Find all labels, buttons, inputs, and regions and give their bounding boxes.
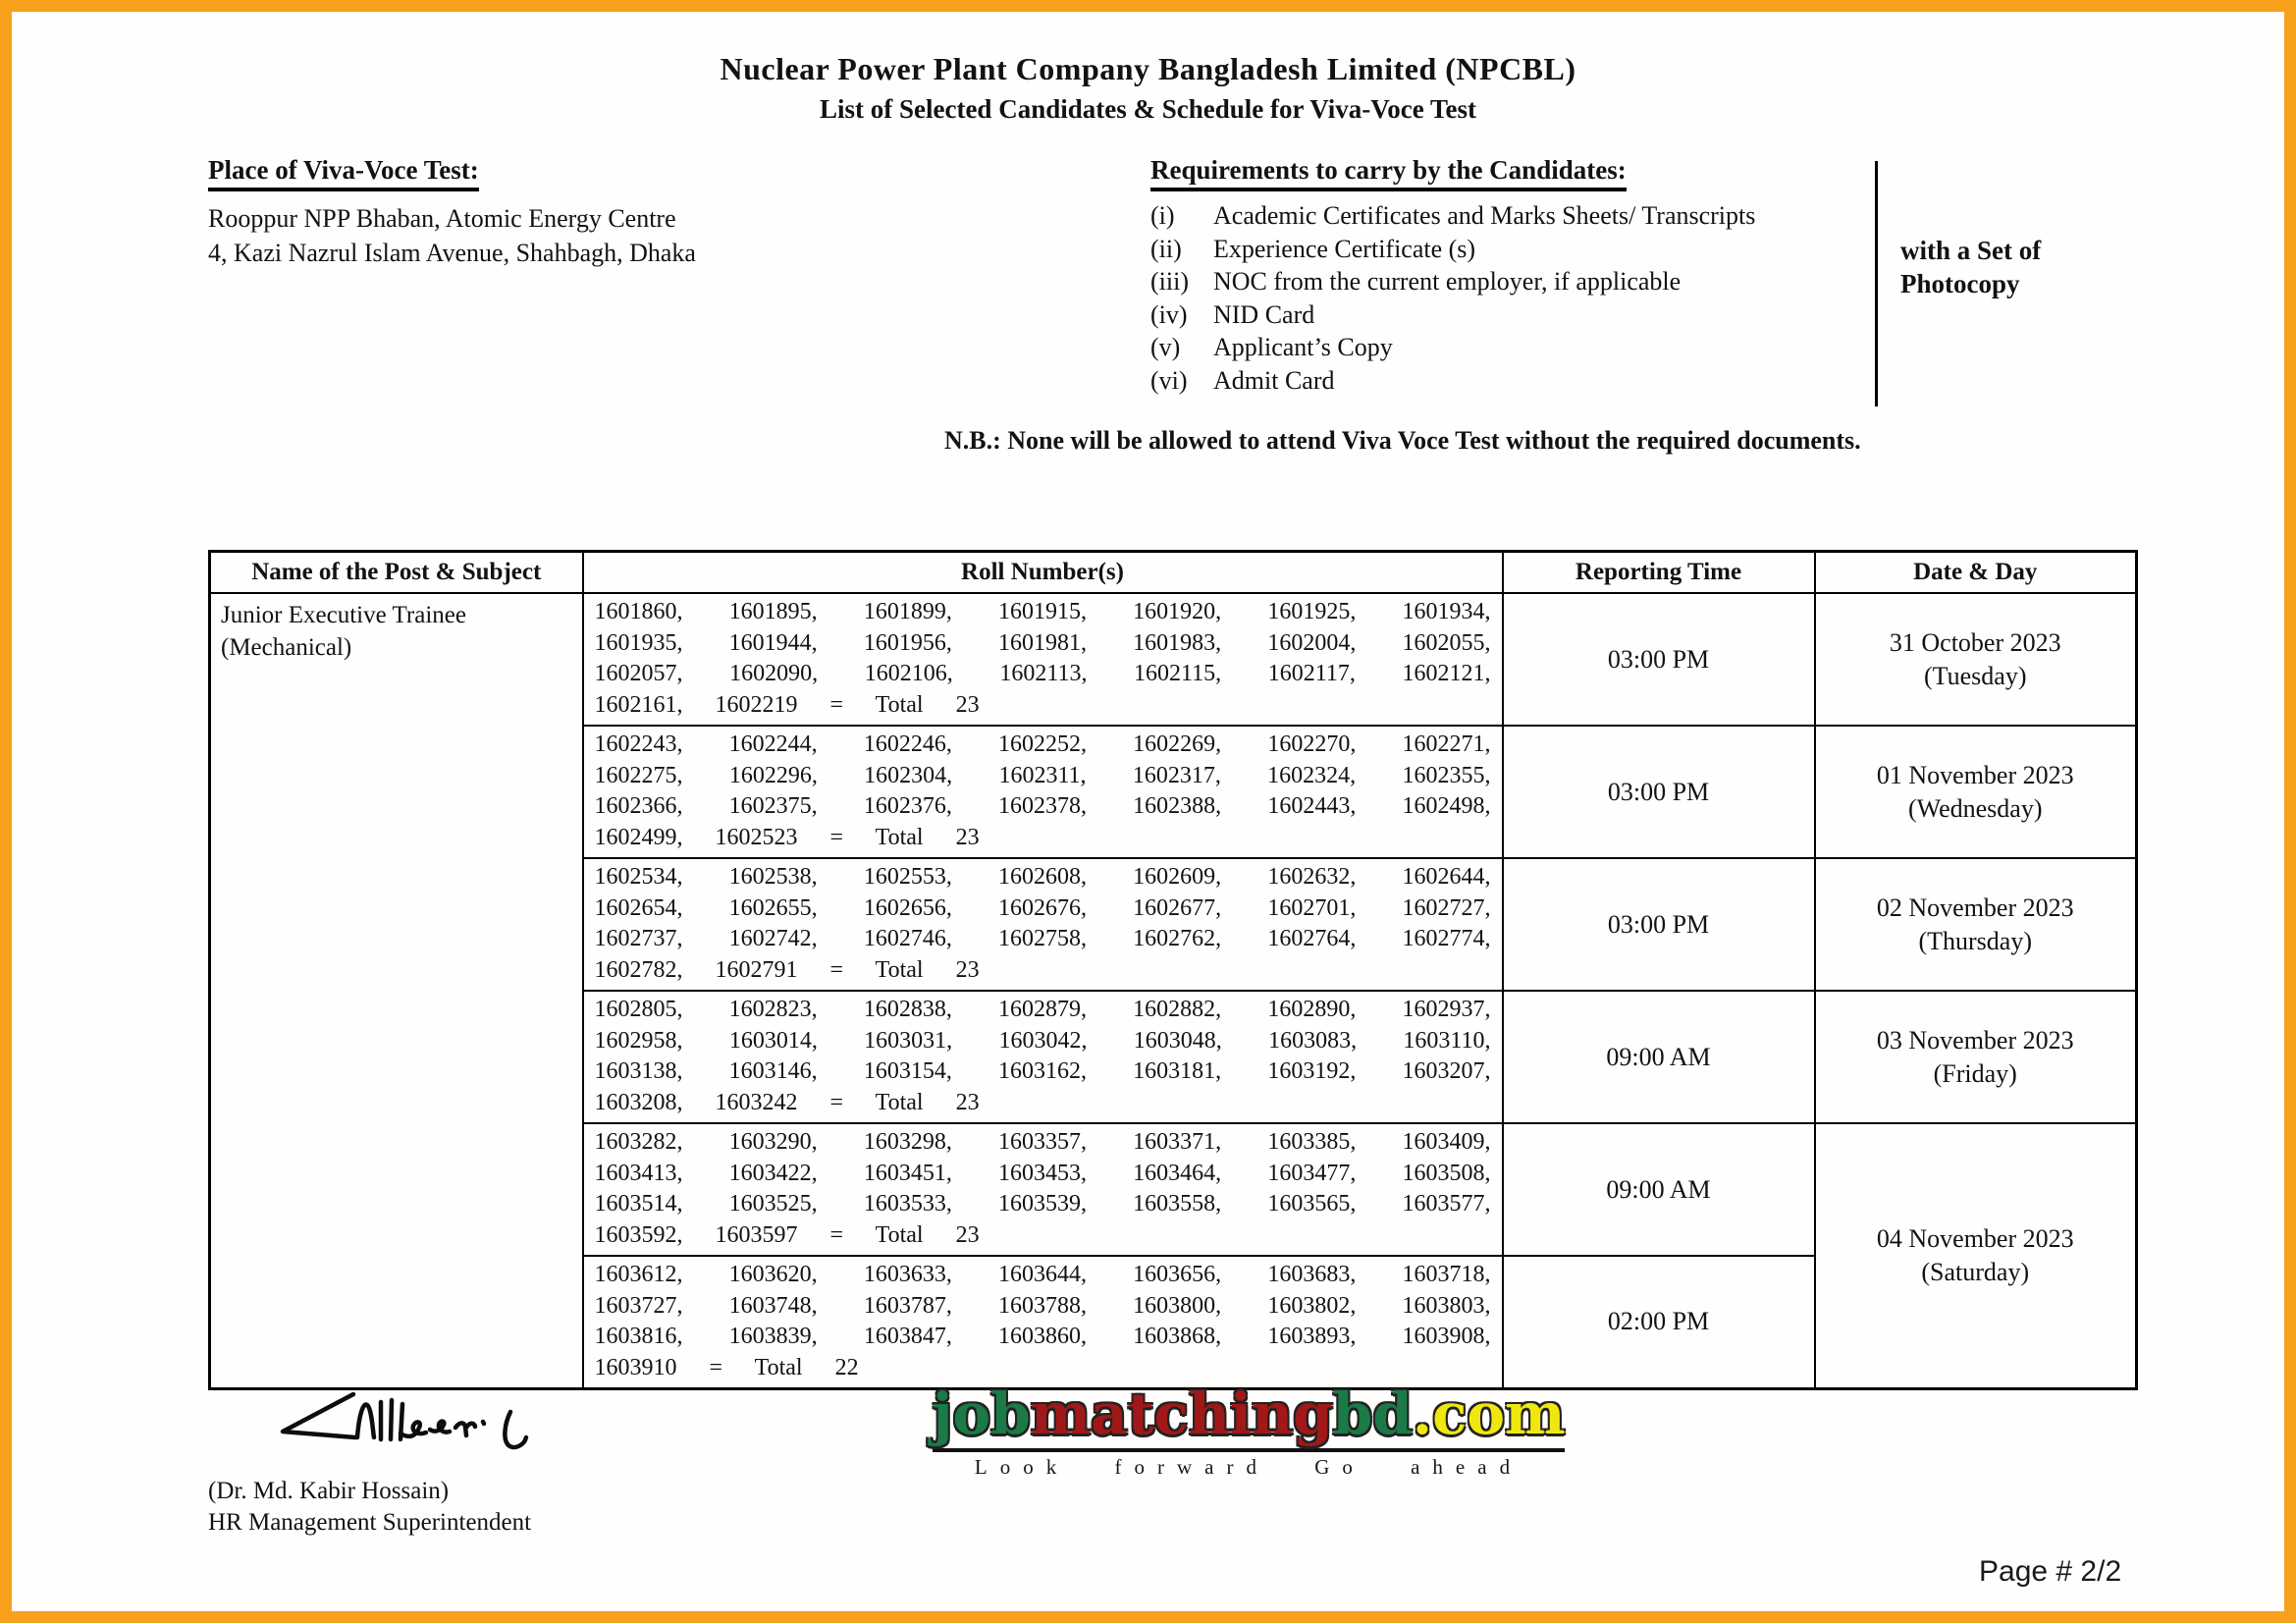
reporting-time-cell: 09:00 AM (1503, 1123, 1815, 1256)
place-of-test-section (208, 155, 836, 270)
signatory-title: HR Management Superintendent (208, 1509, 532, 1536)
roll-numbers: 1602805, 1602823, 1602838, 1602879, 1602882, 1602890, 1602937, 1602958, 1603014, 1603031, 1603042, 1603048, 1603083, 1603110, 1603138, 1603146, 1603154, 1603162, 1603181, 1603192, 1603207, 1603208, 1603242 (594, 997, 1491, 1115)
signature-block (208, 1379, 591, 1539)
date-day-cell (1815, 991, 2137, 1123)
day-text: (Tuesday) (1924, 661, 2027, 690)
page-subtitle: List of Selected Candidates & Schedule for Viva-Voce Test (819, 94, 1476, 124)
roll-numbers: 1603282, 1603290, 1603298, 1603357, 1603371, 1603385, 1603409, 1603413, 1603422, 1603451, 1603453, 1603464, 1603477, 1603508, 1603514, 1603525, 1603533, 1603539, 1603558, 1603565, 1603577, 1603592, 1603597 (594, 1129, 1491, 1248)
nb-note: N.B.: None will be allowed to attend Viva Voce Test without the required documents. (944, 426, 1861, 455)
date-day-cell (1815, 593, 2137, 726)
reporting-time-cell: 03:00 PM (1503, 726, 1815, 858)
roll-numbers-cell (583, 991, 1503, 1123)
logo-tagline: Look forward Go ahead (974, 1454, 1523, 1479)
jobmatchingbd-logo (876, 1380, 1622, 1480)
logo-segment: bd (1332, 1380, 1413, 1447)
roll-numbers-cell (583, 593, 1503, 726)
requirement-text: NID Card (1213, 299, 1315, 329)
requirement-item (1150, 265, 1857, 298)
day-text: (Thursday) (1918, 926, 2032, 955)
page-title: Nuclear Power Plant Company Bangladesh Limited (NPCBL) (720, 51, 1576, 86)
requirement-item (1150, 364, 1857, 398)
roll-numbers: 1601860, 1601895, 1601899, 1601915, 1601920, 1601925, 1601934, 1601935, 1601944, 1601956, 1601981, 1601983, 1602004, 1602055, 1602057, 1602090, 1602106, 1602113, 1602115, 1602117, 1602121, 1602161, 1602219 (594, 599, 1491, 718)
date-day-cell (1815, 1123, 2137, 1388)
roll-total: = Total 23 (829, 691, 980, 718)
vertical-divider (1875, 161, 1878, 406)
signatory-name: (Dr. Md. Kabir Hossain) (208, 1478, 450, 1504)
date-text: 04 November 2023 (1876, 1223, 2074, 1253)
roll-numbers: 1603612, 1603620, 1603633, 1603644, 1603656, 1603683, 1603718, 1603727, 1603748, 1603787, 1603788, 1603800, 1603802, 1603803, 1603816, 1603839, 1603847, 1603860, 1603868, 1603893, 1603908, 1603910 (594, 1262, 1491, 1380)
roll-numbers-cell (583, 726, 1503, 858)
requirement-item (1150, 331, 1857, 364)
date-text: 31 October 2023 (1889, 627, 2061, 657)
logo-segment: job (932, 1380, 1031, 1447)
col-header-date: Date & Day (1815, 552, 2137, 594)
col-header-rolls: Roll Number(s) (583, 552, 1503, 594)
reporting-time-cell: 03:00 PM (1503, 593, 1815, 726)
requirements-heading: Requirements to carry by the Candidates: (1150, 155, 1627, 191)
roll-numbers: 1602243, 1602244, 1602246, 1602252, 1602269, 1602270, 1602271, 1602275, 1602296, 1602304, 1602311, 1602317, 1602324, 1602355, 1602366, 1602375, 1602376, 1602378, 1602388, 1602443, 1602498, 1602499, 1602523 (594, 731, 1491, 850)
table-header-row (210, 552, 2137, 594)
place-heading: Place of Viva-Voce Test: (208, 155, 479, 191)
roll-numbers: 1602534, 1602538, 1602553, 1602608, 1602609, 1602632, 1602644, 1602654, 1602655, 1602656, 1602676, 1602677, 1602701, 1602727, 1602737, 1602742, 1602746, 1602758, 1602762, 1602764, 1602774, 1602782, 1602791 (594, 864, 1491, 983)
requirement-item (1150, 199, 1857, 233)
roll-total: = Total 22 (709, 1354, 859, 1380)
table-row (210, 593, 2137, 726)
reporting-time-cell: 09:00 AM (1503, 991, 1815, 1123)
requirement-number: (vi) (1150, 365, 1188, 395)
roll-numbers-cell (583, 858, 1503, 991)
roll-numbers-cell (583, 1123, 1503, 1256)
page-number: Page # 2/2 (1979, 1555, 2122, 1588)
requirement-text: Admit Card (1213, 365, 1335, 395)
roll-total: = Total 23 (829, 1089, 980, 1115)
day-text: (Saturday) (1921, 1257, 2030, 1286)
photocopy-side-note: with a Set of Photocopy (1900, 236, 2042, 298)
date-text: 01 November 2023 (1876, 760, 2074, 789)
logo-segment: .com (1412, 1380, 1566, 1447)
requirement-number: (iv) (1150, 299, 1188, 329)
requirement-number: (iii) (1150, 267, 1189, 296)
logo-wordmark (932, 1380, 1566, 1452)
requirement-number: (i) (1150, 201, 1175, 230)
signature-scribble (267, 1379, 591, 1469)
reporting-time-cell: 03:00 PM (1503, 858, 1815, 991)
place-address-line1: Rooppur NPP Bhaban, Atomic Energy Centre (208, 204, 676, 233)
requirements-section (1150, 155, 1857, 397)
requirement-item (1150, 233, 1857, 266)
viva-schedule-table (208, 550, 2138, 1390)
date-text: 02 November 2023 (1876, 893, 2074, 922)
day-text: (Wednesday) (1907, 793, 2043, 823)
reporting-time-cell: 02:00 PM (1503, 1256, 1815, 1388)
requirement-text: Applicant’s Copy (1213, 333, 1393, 361)
date-text: 03 November 2023 (1876, 1025, 2074, 1055)
roll-total: = Total 23 (829, 824, 980, 850)
requirement-item (1150, 298, 1857, 332)
logo-segment: matching (1030, 1380, 1333, 1447)
roll-total: = Total 23 (829, 1221, 980, 1248)
date-day-cell (1815, 858, 2137, 991)
roll-total: = Total 23 (829, 956, 980, 983)
day-text: (Friday) (1933, 1058, 2017, 1088)
roll-numbers-cell (583, 1256, 1503, 1388)
requirement-text: NOC from the current employer, if applicable (1213, 267, 1682, 296)
requirement-number: (ii) (1150, 234, 1182, 263)
col-header-post: Name of the Post & Subject (210, 552, 583, 594)
post-name-cell: Junior Executive Trainee (Mechanical) (210, 593, 583, 1388)
requirement-text: Experience Certificate (s) (1213, 234, 1476, 263)
requirement-text: Academic Certificates and Marks Sheets/ Transcripts (1213, 201, 1756, 230)
date-day-cell (1815, 726, 2137, 858)
col-header-time: Reporting Time (1503, 552, 1815, 594)
requirement-number: (v) (1150, 333, 1181, 361)
place-address-line2: 4, Kazi Nazrul Islam Avenue, Shahbagh, Dhaka (208, 239, 696, 267)
